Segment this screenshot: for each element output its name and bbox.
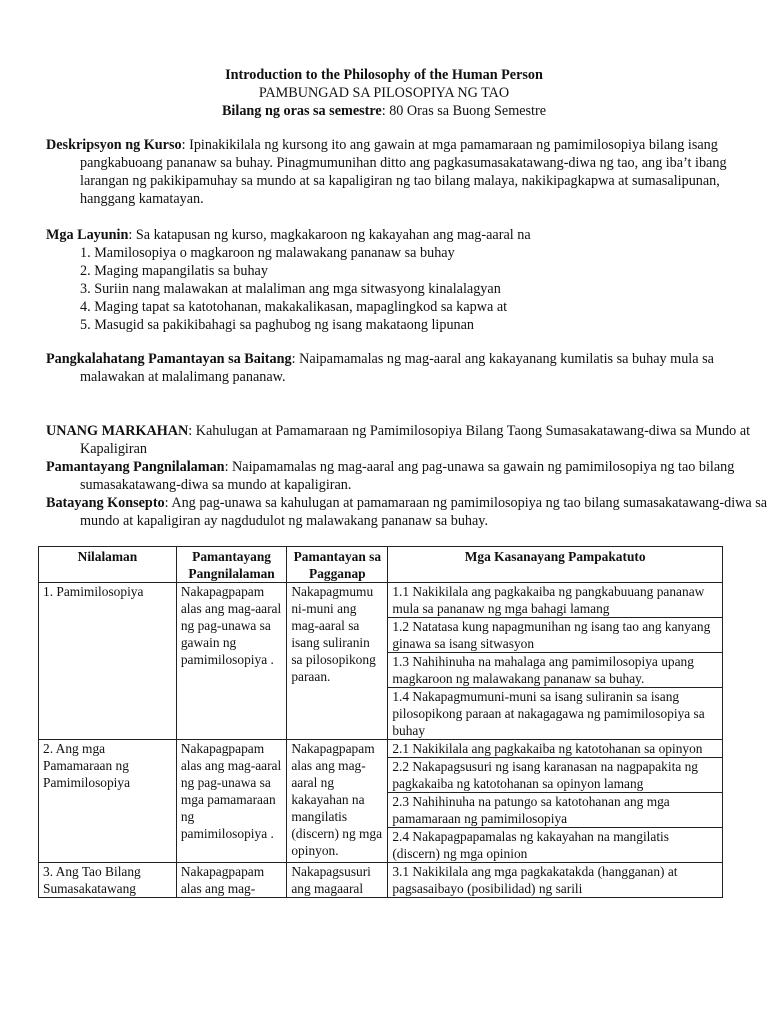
content-standard-text: : Naipamamalas ng mag-aaral ang pag-unawa sa gawain ng pamimilosopiya ng tao bilang sumasakatawang-diwa sa mundo at kapaligiran.	[80, 459, 735, 493]
quarter-text: : Kahulugan at Pamamaraan ng Pamimilosopiya Bilang Taong Sumasakatawang-diwa sa Mundo at Kapaligiran	[80, 423, 751, 457]
course-description-text: : Ipinakikilala ng kursong ito ang gawain at mga pamamaraan ng pamimilosopiya bilang isang pangkabuoang pananaw sa buhay. Pinagmumunihan ditto ang pagkasumasakatawang-diwa ng tao, ang iba’t ibang larangan ng pakikipamuhay sa mundo at sa kapaligiran ng tao bilang malaya, nakikipagkapwa at sumasalipunan, hanggang kamatayan.	[80, 137, 727, 207]
cell-pangnilalaman: Nakapagpapam alas ang mag-aaral ng pag-unawa sa gawain ng pamimilosopiya .	[176, 583, 286, 740]
hours-value: : 80 Oras sa Buong Semestre	[381, 103, 547, 119]
content-standard-label: Pamantayang Pangnilalaman	[46, 459, 225, 475]
table-header-row	[39, 547, 723, 583]
objective-item: 5. Masugid sa pakikibahagi sa paghubog ng isang makataong lipunan	[80, 317, 475, 333]
cell-nilalaman: 1. Pamimilosopiya	[39, 583, 177, 740]
cell-pangnilalaman: Nakapagpapam alas ang mag-aaral ng pag-unawa sa mga pamamaraan ng pamimilosopiya .	[176, 740, 286, 863]
cell-pagganap: Nakapagsusuri ang magaaral	[287, 863, 388, 898]
cell-kasanayan: 2.2 Nakapagsusuri ng isang karanasan na nagpapakita ng pagkakaiba ng katotohanan sa opinyon lamang	[388, 758, 723, 793]
objective-item: 3. Suriin nang malawakan at malaliman ang mga sitwasyong kinalalagyan	[80, 281, 501, 297]
course-title-english: Introduction to the Philosophy of the Human Person	[225, 67, 543, 83]
objectives-list	[46, 244, 736, 334]
cell-nilalaman: 3. Ang Tao Bilang Sumasakatawang	[39, 863, 177, 898]
cell-pagganap: Nakapagpapam alas ang mag-aaral ng kakayahan na mangilatis (discern) ng mga opinyon.	[287, 740, 388, 863]
objective-item: 4. Maging tapat sa katotohanan, makakalikasan, mapaglingkod sa kapwa at	[80, 299, 508, 315]
cell-pagganap: Nakapagmumu ni-muni ang mag-aaral sa isang suliranin sa pilosopikong paraan.	[287, 583, 388, 740]
core-concept-text: : Ang pag-unawa sa kahulugan at pamamaraan ng pamimilosopiya ng tao bilang sumasakatawang-diwa sa mundo at kapaligiran ay nagdudulot ng malawakang pananaw sa buhay.	[80, 495, 768, 529]
course-description	[46, 136, 768, 208]
cell-kasanayan: 2.1 Nakikilala ang pagkakaiba ng katotohanan sa opinyon	[388, 740, 723, 758]
cell-kasanayan: 3.1 Nakikilala ang mga pagkakatakda (hangganan) at pagsasaibayo (posibilidad) ng sarili	[388, 863, 723, 898]
cell-pangnilalaman: Nakapagpapam alas ang mag-	[176, 863, 286, 898]
content-standard	[46, 458, 768, 494]
hours-line	[0, 102, 768, 120]
objective-item: 2. Maging mapangilatis sa buhay	[80, 263, 268, 279]
cell-kasanayan: 1.1 Nakikilala ang pagkakaiba ng pangkabuuang pananaw mula sa pananaw ng mga bahagi lamang	[388, 583, 723, 618]
grade-standard-label: Pangkalahatang Pamantayan sa Baitang	[46, 351, 292, 367]
hours-label: Bilang ng oras sa semestre	[221, 103, 382, 119]
objectives-section	[46, 226, 736, 334]
objectives-intro: : Sa katapusan ng kurso, magkakaroon ng kakayahan ang mag-aaral na	[128, 227, 531, 243]
table-row	[39, 583, 723, 618]
header-pagganap: Pamantayan sa Pagganap	[287, 547, 388, 583]
header-pangnilalaman: Pamantayang Pangnilalaman	[176, 547, 286, 583]
grade-standard-text: : Naipamamalas ng mag-aaral ang kakayanang kumilatis sa buhay mula sa malawakan at malalimang pananaw.	[80, 351, 714, 385]
header-kasanayan: Mga Kasanayang Pampakatuto	[388, 547, 723, 583]
cell-kasanayan: 2.4 Nakapagpapamalas ng kakayahan na mangilatis (discern) ng mga opinion	[388, 828, 723, 863]
cell-kasanayan: 1.2 Natatasa kung napagmunihan ng isang tao ang kanyang ginawa sa isang sitwasyon	[388, 618, 723, 653]
cell-nilalaman: 2. Ang mga Pamamaraan ng Pamimilosopiya	[39, 740, 177, 863]
objective-item: 1. Mamilosopiya o magkaroon ng malawakang pananaw sa buhay	[80, 245, 455, 261]
objectives-label: Mga Layunin	[46, 227, 129, 243]
curriculum-table	[38, 546, 723, 898]
core-concept	[46, 494, 768, 530]
core-concept-label: Batayang Konsepto	[46, 495, 165, 511]
course-title-filipino: PAMBUNGAD SA PILOSOPIYA NG TAO	[258, 85, 510, 101]
grade-standard	[46, 350, 768, 386]
table-row	[39, 740, 723, 758]
cell-kasanayan: 2.3 Nahihinuha na patungo sa katotohanan ang mga pamamaraan ng pamimilosopiya	[388, 793, 723, 828]
course-description-label: Deskripsyon ng Kurso	[46, 137, 182, 153]
header-nilalaman: Nilalaman	[39, 547, 177, 583]
cell-kasanayan: 1.3 Nahihinuha na mahalaga ang pamimilosopiya upang magkaroon ng malawakang pananaw sa buhay.	[388, 653, 723, 688]
quarter-title	[46, 422, 768, 458]
cell-kasanayan: 1.4 Nakapagmumuni-muni sa isang suliranin sa isang pilosopikong paraan at nakagagawa ng pamimilosopiya sa buhay	[388, 688, 723, 740]
table-row	[39, 863, 723, 898]
quarter-label: UNANG MARKAHAN	[46, 423, 189, 439]
document-header	[0, 66, 768, 120]
